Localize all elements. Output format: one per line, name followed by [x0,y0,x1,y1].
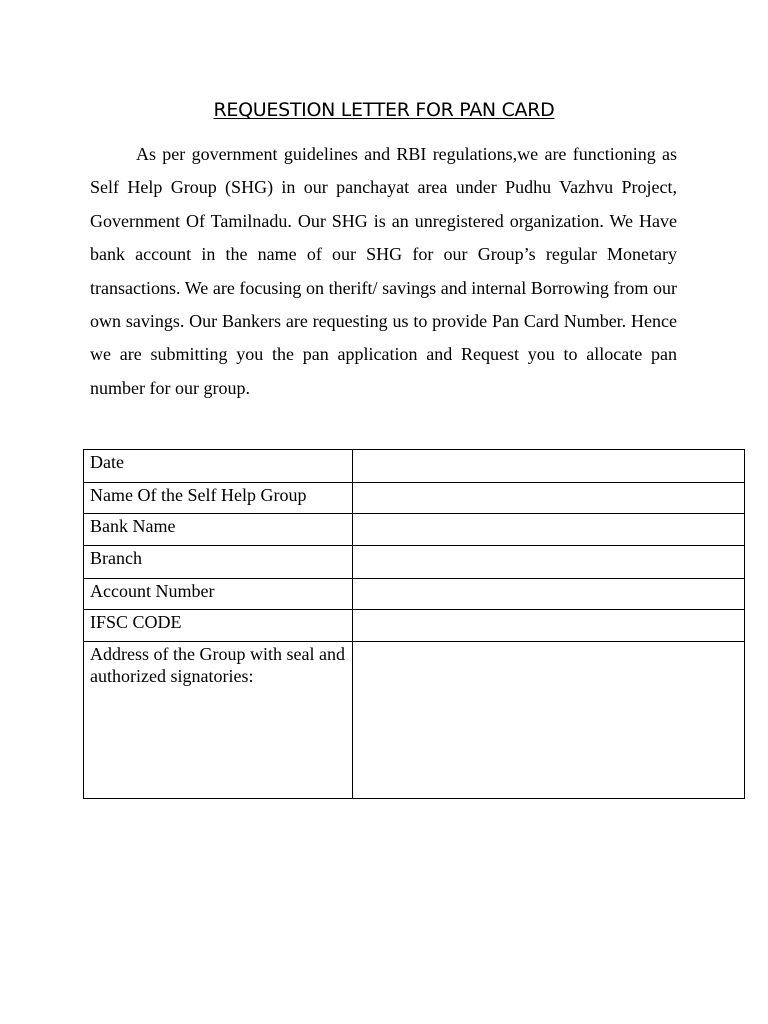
table-row-shg-name [84,483,745,514]
row-value-address [352,642,744,799]
row-value-branch [352,546,744,579]
row-label-shg-name: Name Of the Self Help Group [84,483,353,514]
row-value-date [352,450,744,483]
table-row-address [84,642,745,799]
row-label-ifsc-code: IFSC CODE [84,610,353,642]
letter-body: As per government guidelines and RBI regulations,we are functioning as Self Help Group (SHG) in our panchayat area under Pudhu Vazhvu Project, Government Of Tamilnadu. Our SHG is an unregistered organization. We Have bank account in the name of our SHG for our Group’s regular Monetary transactions. We are focusing on therift/ savings and internal Borrowing from our own savings. Our Bankers are requesting us to provide Pan Card Number. Hence we are submitting you the pan application and Request you to allocate pan number for our group. [90,144,677,398]
row-value-account-number [352,579,744,610]
table-row-date [84,450,745,483]
row-label-bank-name: Bank Name [84,514,353,546]
row-value-bank-name [352,514,744,546]
row-label-account-number: Account Number [84,579,353,610]
table-row-bank-name [84,514,745,546]
row-label-date: Date [84,450,353,483]
table-row-branch [84,546,745,579]
row-label-address: Address of the Group with seal and authorized signatories: [84,642,353,799]
table-row-ifsc-code [84,610,745,642]
table-row-account-number [84,579,745,610]
page-title: REQUESTION LETTER FOR PAN CARD [213,99,555,121]
details-table [83,449,745,799]
row-value-ifsc-code [352,610,744,642]
row-label-branch: Branch [84,546,353,579]
row-value-shg-name [352,483,744,514]
